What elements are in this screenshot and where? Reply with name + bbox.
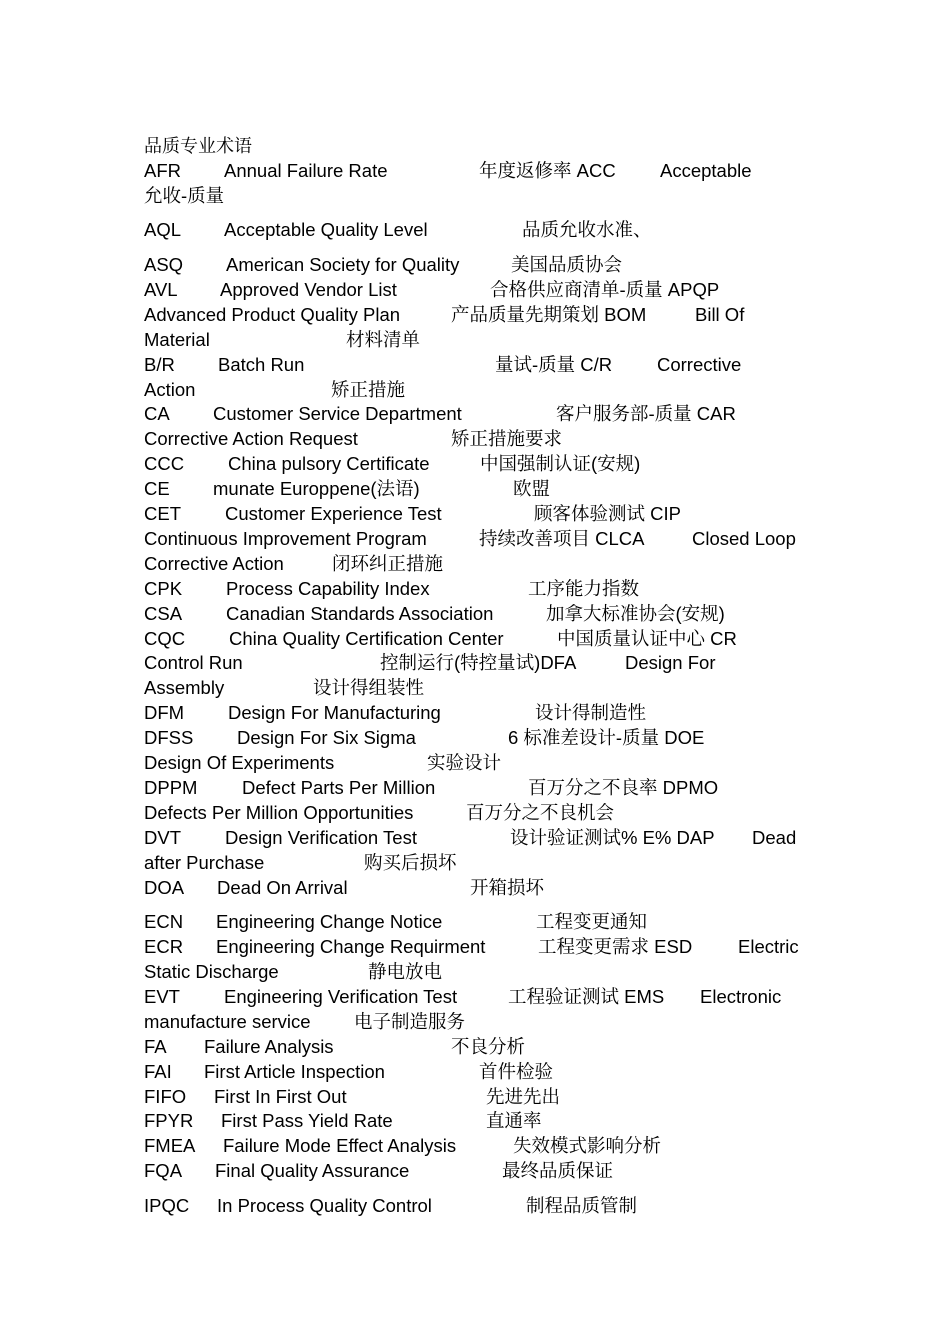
glossary-text: CA [144, 403, 170, 424]
glossary-text: Corrective [657, 354, 742, 375]
glossary-line [0, 426, 950, 451]
glossary-text: 美国品质协会 [511, 254, 623, 275]
glossary-line [0, 959, 950, 984]
glossary-line [0, 1084, 950, 1109]
glossary-text: Control Run [144, 652, 243, 673]
glossary-text: Electronic [700, 986, 782, 1007]
glossary-text: Design For Manufacturing [228, 702, 441, 723]
glossary-line [0, 909, 950, 934]
glossary-line [0, 626, 950, 651]
glossary-text: 矫正措施要求 [451, 428, 563, 449]
glossary-text: 客户服务部-质量 CAR [556, 403, 736, 424]
glossary-line [0, 401, 950, 426]
glossary-text: American Society for Quality [226, 254, 460, 275]
glossary-line [0, 875, 950, 900]
glossary-line [0, 252, 950, 277]
glossary-text: 开箱损坏 [470, 877, 545, 898]
glossary-text: Customer Experience Test [225, 503, 442, 524]
glossary-text: 设计得制造性 [535, 702, 647, 723]
glossary-text: DOA [144, 877, 185, 898]
glossary-text: 失效模式影响分析 [513, 1135, 662, 1156]
glossary-text: AVL [144, 279, 178, 300]
glossary-text: Acceptable [660, 160, 752, 181]
glossary-text: 首件检验 [479, 1061, 554, 1082]
glossary-text: 品质允收水准、 [522, 219, 652, 240]
glossary-text: ECR [144, 936, 184, 957]
glossary-line [0, 1009, 950, 1034]
glossary-text: First Pass Yield Rate [221, 1110, 393, 1131]
glossary-line [0, 183, 950, 208]
glossary-text: 工程变更需求 ESD [538, 936, 693, 957]
glossary-text: 中国质量认证中心 CR [557, 628, 737, 649]
glossary-text: Process Capability Index [226, 578, 430, 599]
glossary-text: 合格供应商清单-质量 APQP [490, 279, 720, 300]
glossary-text: 制程品质管制 [526, 1195, 638, 1216]
glossary-text: In Process Quality Control [217, 1195, 432, 1216]
glossary-text: FQA [144, 1160, 183, 1181]
glossary-text: Acceptable Quality Level [224, 219, 428, 240]
glossary-text: Failure Mode Effect Analysis [223, 1135, 457, 1156]
glossary-line [0, 1193, 950, 1218]
glossary-line [0, 377, 950, 402]
glossary-text: EVT [144, 986, 180, 1007]
glossary-text: Design Verification Test [225, 827, 417, 848]
glossary-text: 中国强制认证(安规) [480, 453, 641, 474]
glossary-text: DPPM [144, 777, 198, 798]
glossary-text: Static Discharge [144, 961, 279, 982]
glossary-text: Corrective Action [144, 553, 284, 574]
glossary-text: B/R [144, 354, 175, 375]
glossary-line [0, 850, 950, 875]
glossary-text: 闭环纠正措施 [332, 553, 444, 574]
glossary-line [0, 700, 950, 725]
glossary-text: 先进先出 [486, 1086, 561, 1107]
glossary-text: Design For Six Sigma [237, 727, 416, 748]
glossary-text: 矫正措施 [331, 379, 406, 400]
glossary-text: First In First Out [214, 1086, 347, 1107]
glossary-line [0, 601, 950, 626]
glossary-text: Advanced Product Quality Plan [144, 304, 401, 325]
glossary-text: 允收-质量 [144, 185, 225, 206]
glossary-text: Engineering Change Requirment [216, 936, 486, 957]
glossary-text: 年度返修率 ACC [479, 160, 616, 181]
glossary-line [0, 725, 950, 750]
glossary-line [0, 352, 950, 377]
glossary-text: Closed Loop [692, 528, 796, 549]
glossary-text: 欧盟 [513, 478, 551, 499]
glossary-text: Approved Vendor List [220, 279, 397, 300]
glossary-text: 工程变更通知 [536, 911, 648, 932]
glossary-text: 工程验证测试 EMS [508, 986, 665, 1007]
glossary-text: CCC [144, 453, 185, 474]
glossary-line [0, 302, 950, 327]
glossary-text: 持续改善项目 CLCA [479, 528, 645, 549]
glossary-text: ASQ [144, 254, 184, 275]
glossary-text: China Quality Certification Center [229, 628, 504, 649]
glossary-line [0, 825, 950, 850]
glossary-text: Engineering Change Notice [216, 911, 443, 932]
glossary-text: Engineering Verification Test [224, 986, 458, 1007]
glossary-line [0, 750, 950, 775]
glossary-text: DFM [144, 702, 185, 723]
glossary-text: 加拿大标准协会(安规) [546, 603, 725, 624]
glossary-text: 工序能力指数 [528, 578, 640, 599]
glossary-text: CQC [144, 628, 186, 649]
glossary-line [0, 217, 950, 242]
glossary-line [0, 934, 950, 959]
glossary-text: 设计得组装性 [313, 677, 425, 698]
glossary-line [0, 526, 950, 551]
glossary-text: Electric [738, 936, 799, 957]
glossary-text: 6 标准差设计-质量 DOE [508, 727, 705, 748]
glossary-text: Material [144, 329, 210, 350]
glossary-line [0, 650, 950, 675]
glossary-line [0, 1034, 950, 1059]
glossary-line [0, 1158, 950, 1183]
glossary-line [0, 476, 950, 501]
glossary-text: Final Quality Assurance [215, 1160, 410, 1181]
glossary-text: Failure Analysis [204, 1036, 334, 1057]
glossary-text: 不良分析 [451, 1036, 526, 1057]
glossary-text: munate Europpene(法语) [213, 478, 420, 499]
glossary-text: ECN [144, 911, 184, 932]
glossary-text: CET [144, 503, 181, 524]
glossary-text: 购买后损坏 [364, 852, 457, 873]
glossary-text: Continuous Improvement Program [144, 528, 427, 549]
glossary-line [0, 501, 950, 526]
glossary-text: 量试-质量 C/R [495, 354, 613, 375]
glossary-text: CSA [144, 603, 183, 624]
glossary-line [0, 675, 950, 700]
glossary-text: First Article Inspection [204, 1061, 385, 1082]
glossary-text: 设计验证测试% E% DAP [510, 827, 715, 848]
glossary-text: 顾客体验测试 CIP [534, 503, 681, 524]
glossary-text: AQL [144, 219, 182, 240]
glossary-text: FPYR [144, 1110, 194, 1131]
glossary-text: Defects Per Million Opportunities [144, 802, 414, 823]
glossary-line [0, 800, 950, 825]
glossary-text: 电子制造服务 [354, 1011, 466, 1032]
glossary-line [0, 451, 950, 476]
glossary-line [0, 984, 950, 1009]
glossary-text: DVT [144, 827, 181, 848]
glossary-text: DFSS [144, 727, 194, 748]
glossary-text: FA [144, 1036, 167, 1057]
glossary-text: Corrective Action Request [144, 428, 358, 449]
glossary-text: CE [144, 478, 170, 499]
glossary-line [0, 1133, 950, 1158]
glossary-text: Canadian Standards Association [226, 603, 494, 624]
glossary-text: Annual Failure Rate [224, 160, 388, 181]
glossary-line [0, 327, 950, 352]
glossary-text: 控制运行(特控量试)DFA [380, 652, 577, 673]
glossary-text: CPK [144, 578, 183, 599]
glossary-line [0, 158, 950, 183]
glossary-line [0, 1059, 950, 1084]
glossary-text: 材料清单 [346, 329, 421, 350]
glossary-text: 静电放电 [368, 961, 443, 982]
glossary-text: AFR [144, 160, 181, 181]
glossary-text: manufacture service [144, 1011, 311, 1032]
glossary-line [0, 1108, 950, 1133]
glossary-text: Action [144, 379, 196, 400]
glossary-text: Bill Of [695, 304, 745, 325]
glossary-line [0, 775, 950, 800]
glossary-text: China pulsory Certificate [228, 453, 430, 474]
glossary-line [0, 576, 950, 601]
glossary-text: Dead On Arrival [217, 877, 348, 898]
glossary-text: Dead [752, 827, 797, 848]
glossary-text: 实验设计 [427, 752, 502, 773]
glossary-line [0, 551, 950, 576]
glossary-text: Customer Service Department [213, 403, 462, 424]
glossary-text: FIFO [144, 1086, 187, 1107]
glossary-text: Defect Parts Per Million [242, 777, 436, 798]
glossary-text: Design For [625, 652, 716, 673]
glossary-text: Assembly [144, 677, 225, 698]
glossary-text: 百万分之不良率 DPMO [528, 777, 719, 798]
glossary-text: after Purchase [144, 852, 265, 873]
glossary-text: 直通率 [486, 1110, 542, 1131]
glossary-text: Batch Run [218, 354, 305, 375]
glossary-text: FMEA [144, 1135, 196, 1156]
glossary-line [0, 277, 950, 302]
glossary-text: IPQC [144, 1195, 190, 1216]
glossary-text: 最终品质保证 [502, 1160, 614, 1181]
glossary-text: FAI [144, 1061, 172, 1082]
document-title: 品质专业术语 [144, 136, 252, 156]
glossary-text: Design Of Experiments [144, 752, 335, 773]
glossary-text: 产品质量先期策划 BOM [451, 304, 647, 325]
glossary-text: 百万分之不良机会 [466, 802, 615, 823]
